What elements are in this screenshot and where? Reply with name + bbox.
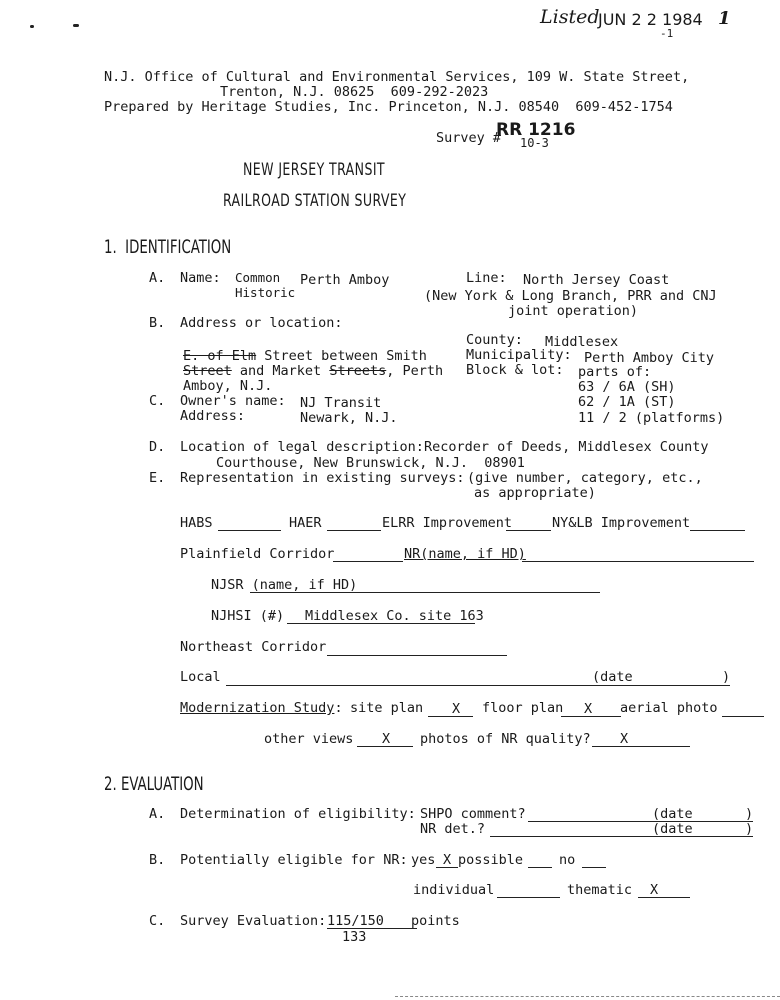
northeast-label: Northeast Corridor — [180, 639, 327, 655]
municipality-value: Perth Amboy City — [584, 350, 715, 366]
address-text: and Market — [231, 363, 330, 379]
thematic-value: X — [650, 882, 659, 898]
survey-number: RR 1216 — [496, 120, 576, 140]
owner-address-value: Newark, N.J. — [300, 410, 398, 426]
item-d-label: D. — [149, 439, 166, 455]
other-views-value: X — [382, 731, 391, 747]
header-line-1: N.J. Office of Cultural and Environmental Services, 109 W. State Street, — [104, 69, 690, 85]
photos-nr-field[interactable] — [592, 746, 690, 747]
local-date-label: (date — [592, 669, 633, 685]
survey-evaluation-handwritten: 133 — [342, 929, 367, 945]
survey-evaluation-field[interactable] — [327, 928, 417, 929]
owner-label: Owner's name: — [180, 393, 286, 409]
shpo-date-label: (date — [652, 806, 693, 822]
modernization-text: Modernization Study — [180, 700, 335, 716]
floor-plan-value: X — [584, 701, 593, 717]
address-line-2 — [183, 364, 443, 379]
haer-label: HAER — [289, 515, 322, 531]
modernization-colon: : — [334, 700, 343, 716]
line-value-1: North Jersey Coast — [523, 272, 670, 288]
njsr-field[interactable] — [250, 592, 600, 593]
shpo-date-close: ) — [745, 806, 754, 822]
nr-det-date-label: (date — [652, 821, 693, 837]
block-lot-3: 11 / 2 (platforms) — [578, 410, 725, 426]
owner-value: NJ Transit — [300, 395, 382, 411]
yes-label: yes — [411, 852, 436, 868]
header-line-3: Prepared by Heritage Studies, Inc. Princeton, N.J. 08540 609-452-1754 — [104, 99, 673, 115]
northeast-field[interactable] — [327, 655, 507, 656]
historic-label: Historic — [235, 285, 296, 300]
thematic-label: thematic — [567, 882, 633, 898]
address-label: Address or location: — [180, 315, 343, 331]
section-identification-heading: 1. IDENTIFICATION — [104, 236, 232, 258]
photos-nr-label: photos of NR quality? — [420, 731, 591, 747]
address-struck-text: Streets — [329, 363, 387, 379]
block-lot-1: 63 / 6A (SH) — [578, 379, 676, 395]
scan-mark — [30, 25, 34, 28]
other-views-field[interactable] — [357, 746, 413, 747]
local-date-close: ) — [722, 669, 731, 685]
yes-field[interactable] — [436, 867, 458, 868]
nylb-field[interactable] — [690, 530, 745, 531]
local-label: Local — [180, 669, 221, 685]
plainfield-label: Plainfield Corridor — [180, 546, 335, 562]
page-number: 1 — [718, 8, 731, 29]
line-value-3: joint operation) — [508, 303, 639, 319]
other-views-label: other views — [264, 731, 354, 747]
survey-label: Survey # — [436, 130, 502, 146]
section-evaluation-heading: 2. EVALUATION — [104, 773, 204, 795]
header-line-2: Trenton, N.J. 08625 609-292-2023 — [220, 84, 489, 100]
item-e-label: E. — [149, 470, 166, 486]
name-label: Name: — [180, 270, 221, 286]
listed-date-stamp: JUN 2 2 1984 — [598, 10, 703, 29]
block-lot-parts: parts of: — [578, 364, 652, 380]
floor-plan-label: floor plan — [482, 700, 564, 716]
nr-det-label: NR det.? — [420, 821, 486, 837]
representation-label: Representation in existing surveys: — [180, 470, 465, 486]
representation-note-1: (give number, category, etc., — [467, 470, 703, 486]
scan-mark — [73, 24, 79, 27]
njsr-label: NJSR (name, if HD) — [211, 577, 358, 593]
site-plan-field[interactable] — [428, 716, 473, 717]
aerial-photo-label: aerial photo — [620, 700, 718, 716]
legal-description-value-2: Courthouse, New Brunswick, N.J. 08901 — [216, 455, 525, 471]
site-plan-value: X — [452, 701, 461, 717]
item-2b-label: B. — [149, 852, 166, 868]
address-text: , Perth — [386, 363, 444, 379]
thematic-field[interactable] — [638, 897, 690, 898]
address-text: Street between Smith — [256, 348, 427, 364]
plainfield-field[interactable] — [333, 561, 403, 562]
block-lot-2: 62 / 1A (ST) — [578, 394, 676, 410]
habs-field[interactable] — [218, 530, 281, 531]
yes-value: X — [443, 852, 452, 868]
aerial-photo-field[interactable] — [722, 716, 764, 717]
no-field[interactable] — [582, 867, 606, 868]
legal-description-label: Location of legal description: — [180, 439, 424, 455]
njhsi-value: Middlesex Co. site 163 — [305, 608, 484, 624]
municipality-label: Municipality: — [466, 347, 572, 363]
individual-field[interactable] — [497, 897, 560, 898]
survey-evaluation-label: Survey Evaluation: — [180, 913, 327, 929]
title-line-1: NEW JERSEY TRANSIT — [243, 160, 386, 180]
title-line-2: RAILROAD STATION SURVEY — [223, 191, 407, 211]
scan-edge-line — [395, 996, 780, 997]
county-value: Middlesex — [545, 334, 619, 350]
item-2a-label: A. — [149, 806, 166, 822]
address-line-1 — [183, 349, 427, 364]
line-label: Line: — [466, 270, 507, 286]
nr-det-field[interactable] — [490, 836, 753, 837]
item-c-label: C. — [149, 393, 166, 409]
possible-label: possible — [458, 852, 524, 868]
station-name: Perth Amboy — [300, 272, 390, 288]
individual-label: individual — [413, 882, 495, 898]
shpo-field[interactable] — [528, 821, 753, 822]
legal-description-value-1: Recorder of Deeds, Middlesex County — [424, 439, 709, 455]
item-b-label: B. — [149, 315, 166, 331]
eligibility-label: Determination of eligibility: — [180, 806, 416, 822]
block-lot-label: Block & lot: — [466, 362, 564, 378]
address-line-3: Amboy, N.J. — [183, 378, 273, 394]
item-a-label: A. — [149, 270, 166, 286]
elrr-label: ELRR Improvement — [382, 515, 513, 531]
points-label: points — [411, 913, 460, 929]
county-label: County: — [466, 332, 523, 348]
local-field[interactable] — [226, 685, 730, 686]
survey-sub: 10-3 — [520, 136, 549, 150]
no-label: no — [559, 852, 576, 868]
line-value-2: (New York & Long Branch, PRR and CNJ — [424, 288, 717, 304]
nylb-label: NY&LB Improvement — [552, 515, 691, 531]
floor-plan-field[interactable] — [561, 716, 621, 717]
potential-label: Potentially eligible for NR: — [180, 852, 408, 868]
photos-nr-value: X — [620, 731, 629, 747]
site-plan-label: site plan — [350, 700, 424, 716]
address-struck-text: E. of Elm — [183, 348, 257, 364]
nr-label: NR(name, if HD) — [404, 546, 526, 562]
njhsi-label: NJHSI (#) — [211, 608, 285, 624]
possible-field[interactable] — [528, 867, 552, 868]
njhsi-field[interactable] — [287, 623, 475, 624]
nr-field[interactable] — [522, 561, 754, 562]
shpo-label: SHPO comment? — [420, 806, 526, 822]
listed-handwriting: Listed — [540, 6, 600, 28]
representation-note-2: as appropriate) — [474, 485, 596, 501]
survey-evaluation-value: 115/150 — [327, 913, 384, 929]
haer-field[interactable] — [327, 530, 381, 531]
item-2c-label: C. — [149, 913, 166, 929]
stamp-sub: -1 — [660, 27, 674, 40]
nr-det-date-close: ) — [745, 821, 754, 837]
elrr-field[interactable] — [506, 530, 551, 531]
modernization-label — [180, 701, 343, 716]
address-struck-text: Street — [183, 363, 232, 379]
habs-label: HABS — [180, 515, 213, 531]
owner-address-label: Address: — [180, 408, 246, 424]
common-label: Common — [235, 270, 281, 285]
